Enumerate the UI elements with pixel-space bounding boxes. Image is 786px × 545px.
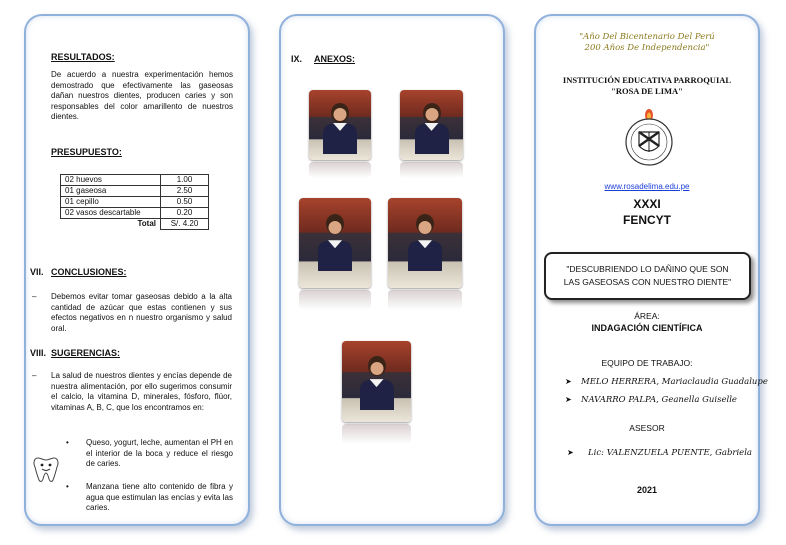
- table-row: [61, 175, 209, 186]
- budget-item: 01 cepillo: [61, 197, 161, 208]
- area-label: ÁREA:: [634, 311, 660, 321]
- photo-reflection: [299, 290, 371, 310]
- photo-1: [309, 90, 371, 160]
- brochure-panel-right: [534, 14, 768, 526]
- results-text: De acuerdo a nuestra experimentación hemos demostrado que efectivamente las gaseosas dañan nuestros dientes, producen caries y son responsables del color amarillento de nuestros dientes.: [51, 70, 233, 121]
- advisor-label: ASESOR: [629, 423, 665, 433]
- table-row: [61, 186, 209, 197]
- area-value: INDAGACIÓN CIENTÍFICA: [591, 323, 703, 333]
- conclusions-text: Debemos evitar tomar gaseosas debido a la alta cantidad de azúcar que estas contienen y sus efectos negativos en n nuestro organismo y salud oral.: [51, 292, 232, 333]
- team-member-2: NAVARRO PALPA, Geanella Guiselle: [581, 395, 737, 405]
- table-row: [61, 197, 209, 208]
- brochure-panel-middle: [279, 14, 505, 526]
- photo-4: [388, 198, 462, 288]
- suggestion-bullet-1: Queso, yogurt, leche, aumentan el PH en el interior de la boca y reduce el riesgo de caries.: [86, 438, 233, 468]
- photo-2: [400, 90, 463, 160]
- conclusions-dash: –: [32, 292, 37, 301]
- annexes-number: IX.: [291, 54, 303, 64]
- advisor-name: Lic: VALENZUELA PUENTE, Gabriela: [588, 448, 752, 458]
- suggestions-dash: –: [32, 371, 37, 380]
- website-link[interactable]: www.rosadelima.edu.pe: [604, 182, 690, 191]
- school-name-line-2: "ROSA DE LIMA": [611, 86, 683, 96]
- table-row: [61, 208, 209, 219]
- suggestions-number: VIII.: [30, 348, 47, 358]
- suggestions-heading: SUGERENCIAS:: [51, 348, 121, 358]
- budget-table: [60, 174, 209, 230]
- budget-value: 0.20: [161, 208, 209, 219]
- photo-reflection: [309, 162, 371, 178]
- year: 2021: [636, 485, 658, 495]
- budget-value: 1.00: [161, 175, 209, 186]
- photo-3: [299, 198, 371, 288]
- conclusions-number: VII.: [30, 267, 44, 277]
- budget-total-label: Total: [137, 219, 156, 229]
- project-title-line-2: LAS GASEOSAS CON NUESTRO DIENTE": [563, 277, 732, 287]
- project-title-box: [544, 252, 751, 300]
- arrow-bullet-icon: ➤: [565, 377, 572, 386]
- event-line-2: FENCYT: [623, 213, 671, 227]
- annexes-heading: ANEXOS:: [314, 54, 356, 64]
- school-crest-icon: [621, 104, 677, 168]
- photo-reflection: [342, 424, 411, 444]
- budget-item: 02 huevos: [61, 175, 161, 186]
- suggestions-text: La salud de nuestros dientes y encías depende de nuestra alimentación, por ello sugerimos consumir el calcio, la vitamina D, minerales, fósforo, flúor, vitaminas A, B, C, que los encontramos en:: [51, 371, 232, 412]
- photo-reflection: [400, 162, 463, 178]
- arrow-bullet-icon: ➤: [565, 395, 572, 404]
- budget-total-row: [61, 219, 209, 230]
- team-member-1: MELO HERRERA, Mariaclaudia Guadalupe: [581, 377, 768, 387]
- budget-value: 0.50: [161, 197, 209, 208]
- budget-heading: PRESUPUESTO:: [51, 147, 122, 157]
- bullet-marker: •: [66, 438, 69, 447]
- team-label: EQUIPO DE TRABAJO:: [601, 358, 693, 368]
- budget-item: 02 vasos descartable: [61, 208, 161, 219]
- results-heading: RESULTADOS:: [51, 52, 115, 62]
- brochure-panel-left: [24, 14, 250, 526]
- conclusions-heading: CONCLUSIONES:: [51, 267, 127, 277]
- event-line-1: XXXI: [633, 197, 661, 211]
- budget-total-value: S/. 4.20: [161, 219, 209, 230]
- bullet-marker: •: [66, 482, 69, 491]
- suggestion-bullet-2: Manzana tiene alto contenido de fibra y agua que estimulan las encías y evita las caries.: [86, 482, 233, 512]
- budget-value: 2.50: [161, 186, 209, 197]
- website-link-wrapper: [536, 176, 758, 194]
- arrow-bullet-icon: ➤: [567, 448, 574, 457]
- photo-5: [342, 341, 411, 422]
- school-name-line-1: INSTITUCIÓN EDUCATIVA PARROQUIAL: [562, 75, 732, 85]
- motto-line-1: "Año Del Bicentenario Del Perú: [579, 32, 715, 42]
- photo-reflection: [388, 290, 462, 310]
- budget-item: 01 gaseosa: [61, 186, 161, 197]
- project-title-line-1: "DESCUBRIENDO LO DAÑINO QUE SON: [566, 264, 729, 274]
- tooth-cartoon-icon: [31, 453, 61, 485]
- motto-line-2: 200 Años De Independencia": [584, 43, 710, 53]
